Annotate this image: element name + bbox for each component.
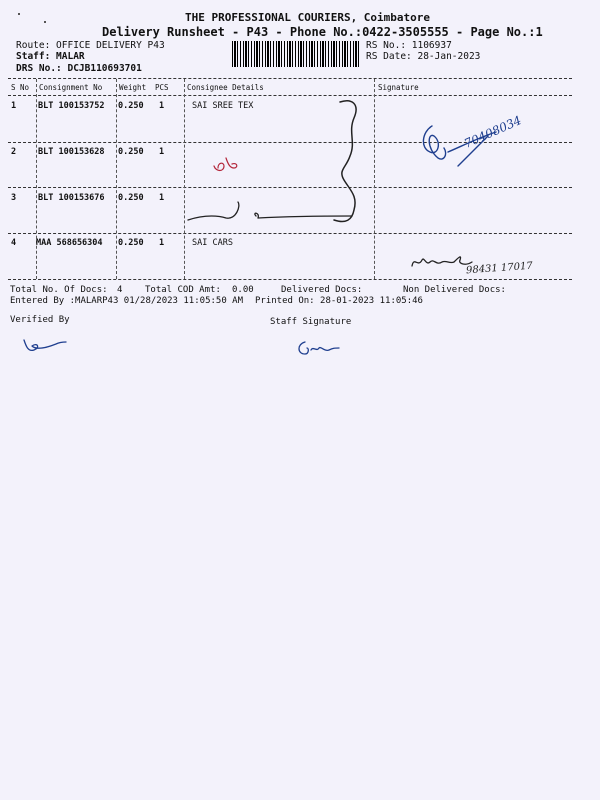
col-header-consignee: Consignee Details <box>187 83 264 92</box>
table-bottom-rule <box>8 279 572 280</box>
company-name: THE PROFESSIONAL COURIERS, Coimbatore <box>185 11 431 24</box>
staff-signature <box>295 338 345 358</box>
staff-label: Staff: MALAR <box>16 51 85 62</box>
handwritten-red-mark <box>212 156 242 176</box>
handwritten-phone-row1: 70408034 <box>462 113 524 151</box>
column-divider <box>36 79 37 279</box>
column-divider <box>374 79 375 279</box>
row-weight: 0.250 <box>118 147 144 157</box>
row-sno: 4 <box>11 238 17 248</box>
row-weight: 0.250 <box>118 101 144 111</box>
runsheet-title: Delivery Runsheet - P43 - Phone No.:0422-3505555 - Page No.:1 <box>102 25 543 39</box>
rs-number: RS No.: 1106937 <box>366 40 452 51</box>
column-divider <box>116 79 117 279</box>
row-consignee: SAI CARS <box>192 238 233 248</box>
row-sno: 1 <box>11 101 17 111</box>
col-header-signature: Signature <box>378 83 419 92</box>
scan-speck <box>18 13 20 15</box>
row-sno: 3 <box>11 193 17 203</box>
row-pcs: 1 <box>159 147 165 157</box>
row-pcs: 1 <box>159 238 165 248</box>
row-consignment: BLT 100153628 <box>38 147 105 157</box>
row-pcs: 1 <box>159 101 165 111</box>
barcode <box>232 41 360 67</box>
route-label: Route: OFFICE DELIVERY P43 <box>16 40 165 51</box>
column-divider <box>184 79 185 279</box>
col-header-weight: Weight <box>119 83 147 92</box>
row-divider <box>8 233 572 234</box>
row-weight: 0.250 <box>118 238 144 248</box>
delivered-docs-label: Delivered Docs: <box>281 285 363 295</box>
row-consignee: SAI SREE TEX <box>192 101 254 111</box>
table-top-rule <box>8 78 572 79</box>
entered-by: Entered By :MALARP43 01/28/2023 11:05:50 AM <box>10 296 243 306</box>
cod-label: Total COD Amt: <box>145 285 221 295</box>
row-sno: 2 <box>11 147 17 157</box>
non-delivered-docs-label: Non Delivered Docs: <box>403 285 506 295</box>
row-consignment: BLT 100153752 <box>38 101 105 111</box>
row-consignment: BLT 100153676 <box>38 193 105 203</box>
rs-date: RS Date: 28-Jan-2023 <box>366 51 481 62</box>
staff-signature-label: Staff Signature <box>270 317 352 327</box>
cod-value: 0.00 <box>232 285 254 295</box>
row-divider <box>8 187 572 188</box>
col-header-sno: S No <box>11 83 30 92</box>
row-weight: 0.250 <box>118 193 144 203</box>
col-header-consignment: Consignment No <box>39 83 103 92</box>
scan-speck <box>44 21 46 23</box>
handwritten-line-mark <box>186 200 356 230</box>
row-consignment: MAA 568656304 <box>36 238 103 248</box>
col-header-pcs: PCS <box>155 83 169 92</box>
total-docs-value: 4 <box>117 285 123 295</box>
row-pcs: 1 <box>159 193 165 203</box>
verifier-signature <box>20 336 70 354</box>
verified-by-label: Verified By <box>10 315 70 325</box>
table-header-rule <box>8 95 572 96</box>
drs-number: DRS No.: DCJB110693701 <box>16 63 142 74</box>
total-docs-label: Total No. Of Docs: <box>10 285 108 295</box>
printed-on: Printed On: 28-01-2023 11:05:46 <box>255 296 423 306</box>
handwritten-phone-row4: 98431 17017 <box>465 260 534 277</box>
